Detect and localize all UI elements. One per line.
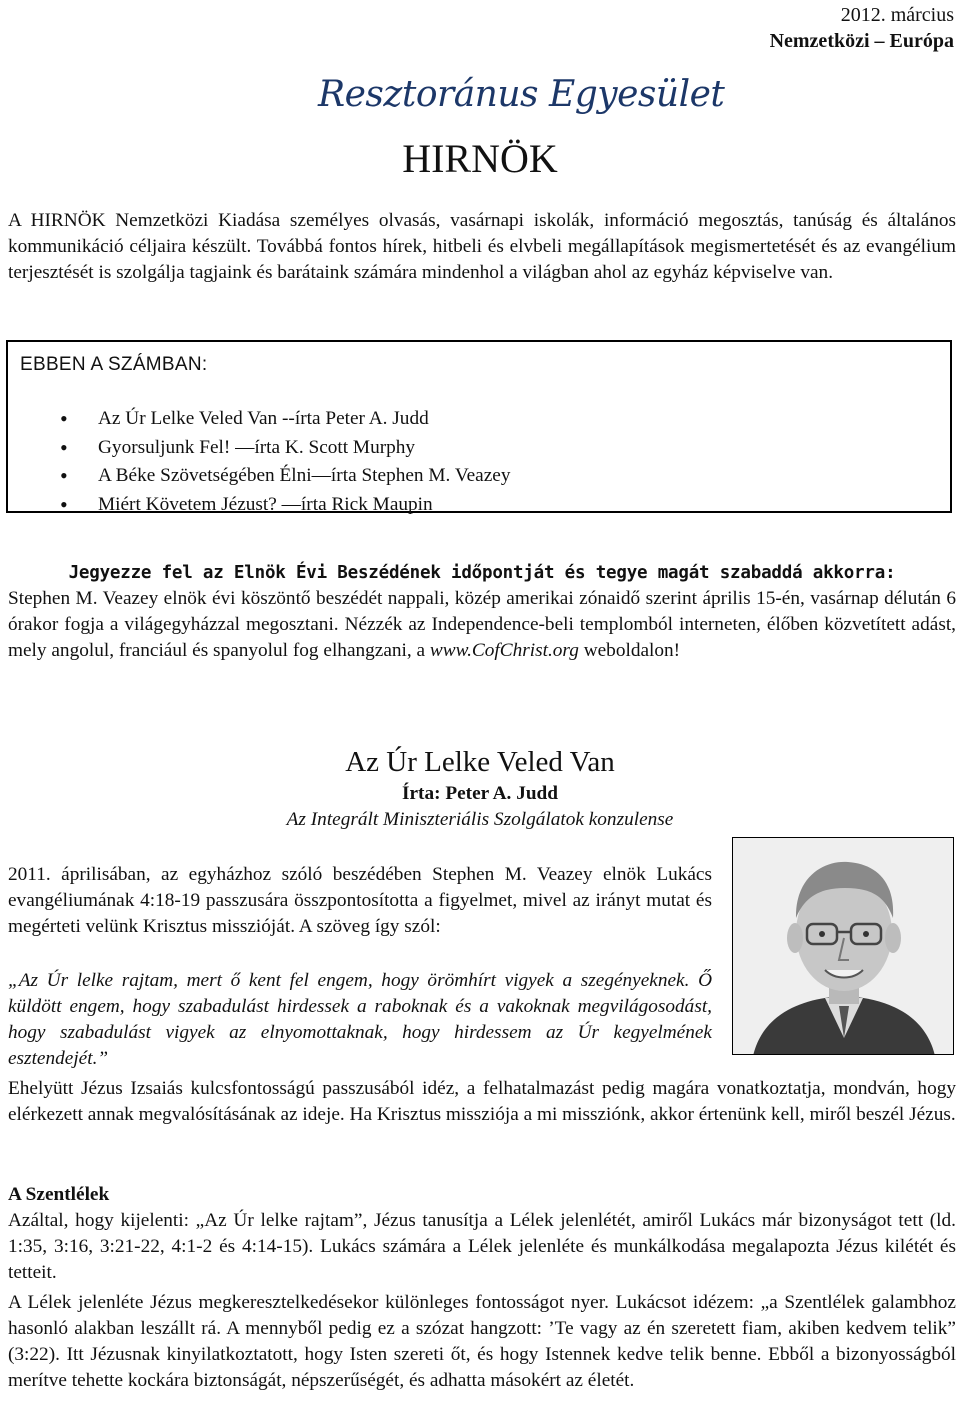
author-photo bbox=[732, 837, 954, 1055]
organization-logo: Resztoránus Egyesület bbox=[318, 74, 725, 115]
edition-region: Nemzetközi – Európa bbox=[769, 30, 954, 52]
contents-item: • Az Úr Lelke Veled Van --írta Peter A. Judd bbox=[60, 405, 760, 434]
notice-paragraph bbox=[8, 586, 956, 664]
portrait-image bbox=[733, 838, 954, 1055]
intro-paragraph: A HIRNÖK Nemzetközi Kiadása személyes olvasás, vasárnapi iskolák, információ megosztás, tanúság és általános kommunikáció céljaira készült. Továbbá fontos hírek, hitbeli és elvbeli megállapítások megismertetését és az evangélium terjesztését is szolgálja tagjaink és barátaink számára mindenhol a világban ahol az egyház képviselve van. bbox=[8, 210, 956, 283]
notice-heading: Jegyezze fel az Elnök Évi Beszédének időpontját és tegye magát szabaddá akkorra: bbox=[68, 563, 896, 583]
article-paragraph: Azáltal, hogy kijelenti: „Az Úr lelke rajtam”, Jézus tanusítja a Lélek jelenlétét, amiről Lukács már bizonyságot tett (ld. 1:35, 3:16, 3:21-22, 4:1-2 és 4:14-15). Lukács számára a Lélek jelenléte és munkálkodása megalapozta Jézus kilétét és tetteit. bbox=[8, 1210, 956, 1283]
contents-item: • Gyorsuljunk Fel! —írta K. Scott Murphy bbox=[60, 434, 760, 463]
author-role: Az Integrált Miniszteriális Szolgálatok konzulense bbox=[286, 809, 674, 830]
contents-item: • Miért Követem Jézust? —írta Rick Maupin bbox=[60, 491, 760, 520]
contents-title: EBBEN A SZÁMBAN: bbox=[20, 354, 208, 375]
website-link[interactable]: www.CofChrist.org bbox=[429, 640, 579, 661]
issue-date: 2012. március bbox=[840, 4, 954, 26]
notice-text: Stephen M. Veazey elnök évi köszöntő beszédét nappali, közép amerikai zónaidő szerint április 15-én, vasárnap délután 6 órakor fogja a világegyházzal megosztani. Nézzék az Independence-beli templomból interneten, élőben közvetített adást, mely angolul, franciául és spanyolul fog elhangzani, a bbox=[8, 588, 956, 661]
newsletter-title: HIRNÖK bbox=[402, 136, 558, 181]
article-title: Az Úr Lelke Veled Van bbox=[345, 746, 615, 778]
contents-list bbox=[60, 405, 760, 519]
article-author: Írta: Peter A. Judd bbox=[401, 783, 559, 804]
article-paragraph: 2011. áprilisában, az egyházhoz szóló beszédében Stephen M. Veazey elnök Lukács evangéliumának 4:18-19 passzusára összpontosította a figyelmet, mivel az irányt mutat és megérteti velünk Krisztus misszióját. A szöveg így szól: bbox=[8, 864, 712, 937]
contents-item: • A Béke Szövetségében Élni—írta Stephen M. Veazey bbox=[60, 462, 760, 491]
article-paragraph: A Lélek jelenléte Jézus megkeresztelkedésekor különleges fontosságot nyer. Lukácsot idézem: „a Szentlélek galambhoz hasonló alakban leszállt rá. A mennyből pedig ez a szózat hangzott: ’Te vagy az én szeretett fiam, akiben kedvem telik” (3:22). Itt Jézusnak kinyilatkoztatott, hogy Isten szereti őt, és hogy Istennek kedve telik benne. Ebből a bizonyosságból merítve tehette kockára biztonságát, népszerűségét, és adhatta másokért az életét. bbox=[8, 1292, 956, 1391]
scripture-quote: „Az Úr lelke rajtam, mert ő kent fel engem, hogy örömhírt vigyek a szegényeknek. Ő küldött engem, hogy szabadulást hirdessek a raboknak és a vakoknak megvilágosodást, hogy szabadulást vigyek az elnyomottaknak, hogy hirdessem az Úr kegyelmének esztendejét.” bbox=[8, 970, 712, 1069]
article-paragraph: Ehelyütt Jézus Izsaiás kulcsfontosságú passzusából idéz, a felhatalmazást pedig magára vonatkoztatja, mondván, hogy elérkezett annak megvalósításának az ideje. Ha Krisztus missziója a mi missziónk, akkor értenünk kell, miről beszél Jézus. bbox=[8, 1078, 956, 1125]
notice-text-end: weboldalon! bbox=[578, 640, 681, 661]
section-heading: A Szentlélek bbox=[8, 1184, 110, 1205]
